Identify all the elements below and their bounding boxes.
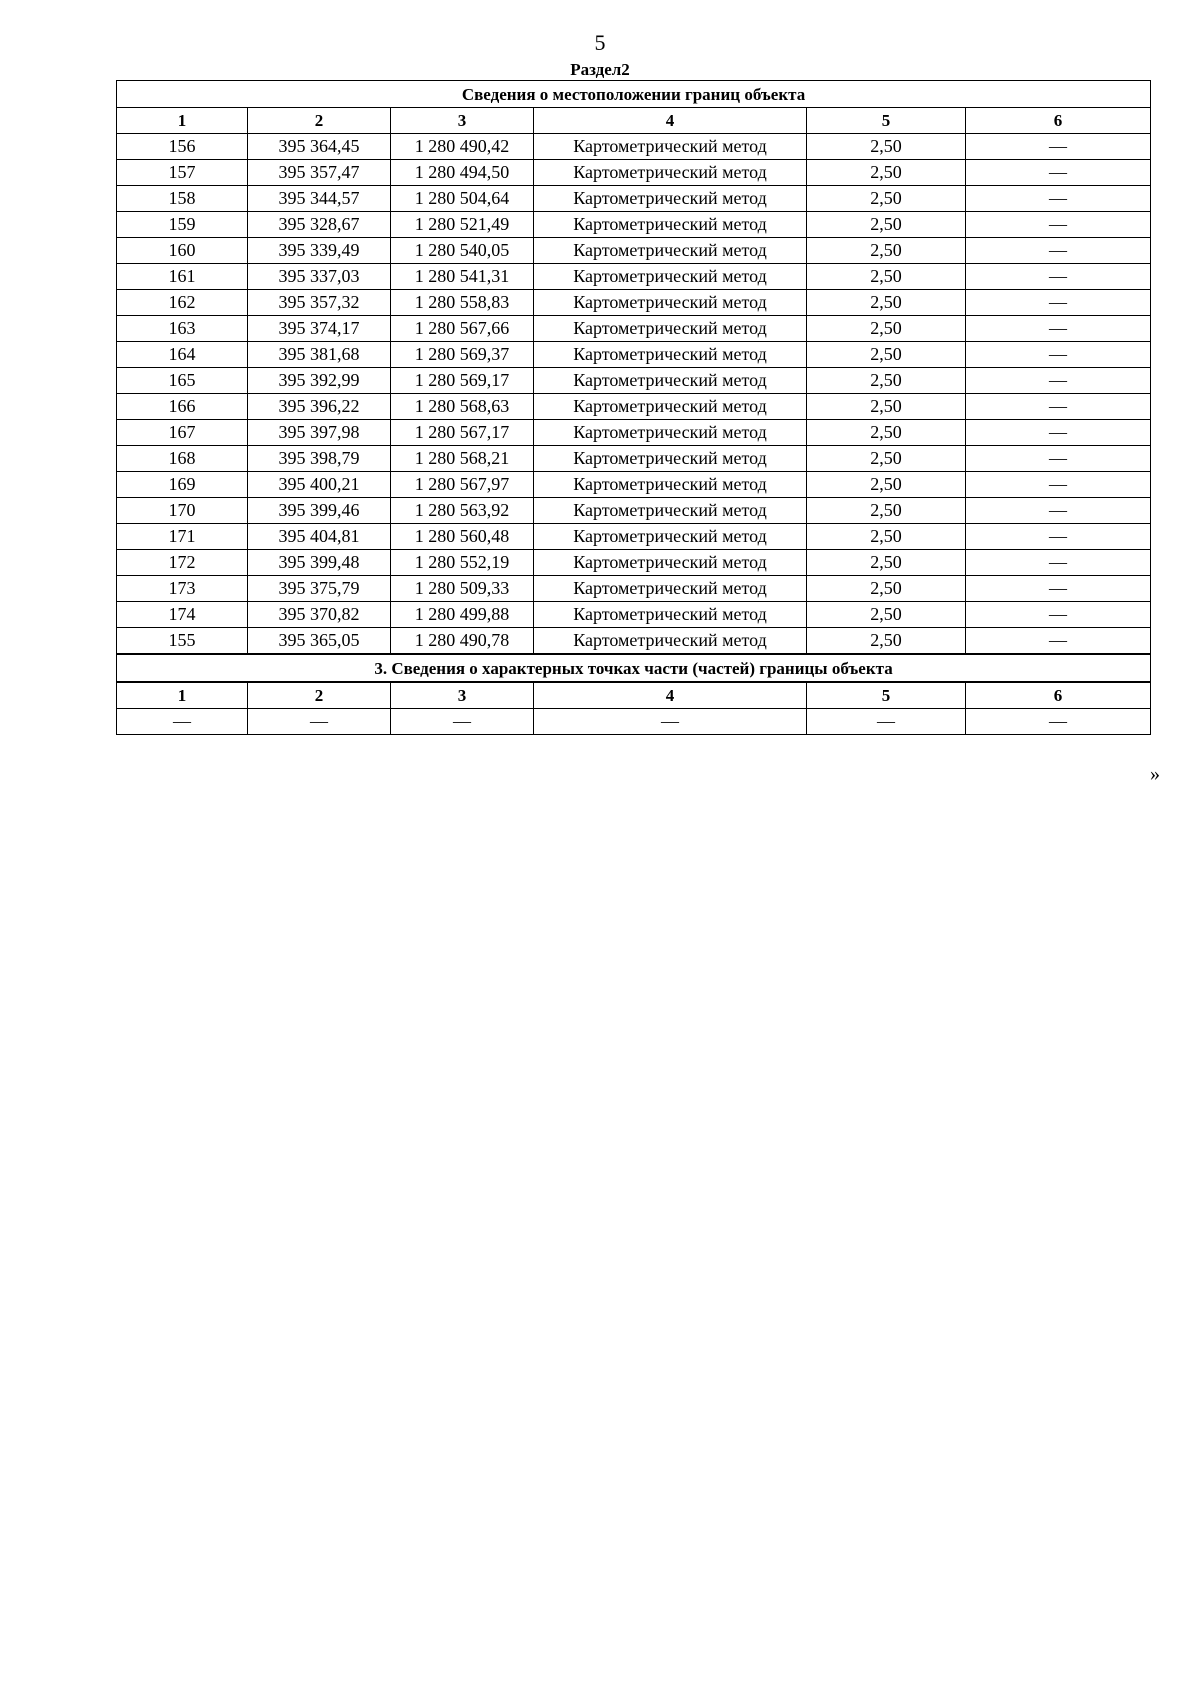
table-cell: —	[966, 342, 1151, 368]
table-cell: 395 357,32	[248, 290, 391, 316]
table-cell: 166	[117, 394, 248, 420]
table-cell: —	[966, 498, 1151, 524]
table-cell: 169	[117, 472, 248, 498]
table-row	[117, 134, 1151, 160]
table-cell: 1 280 558,83	[391, 290, 534, 316]
table-cell: 1 280 567,66	[391, 316, 534, 342]
table-cell: 1 280 563,92	[391, 498, 534, 524]
table-row	[117, 160, 1151, 186]
table-cell: 2,50	[807, 550, 966, 576]
table-cell: 1 280 552,19	[391, 550, 534, 576]
table-cell: 174	[117, 602, 248, 628]
table-row	[117, 316, 1151, 342]
table-cell: 395 399,46	[248, 498, 391, 524]
parts-caption: 3. Сведения о характерных точках части (частей) границы объекта	[117, 654, 1151, 682]
table-cell: 173	[117, 576, 248, 602]
table-cell: 395 375,79	[248, 576, 391, 602]
table-cell: Картометрический метод	[534, 316, 807, 342]
table-row	[117, 290, 1151, 316]
page-number: 5	[594, 30, 606, 55]
table-cell: Картометрический метод	[534, 160, 807, 186]
table-row	[117, 212, 1151, 238]
table-cell: 2,50	[807, 316, 966, 342]
table-cell: 1 280 568,21	[391, 446, 534, 472]
table-cell: —	[966, 134, 1151, 160]
table-cell: —	[966, 394, 1151, 420]
table-cell: —	[966, 160, 1151, 186]
table-cell: 2,50	[807, 420, 966, 446]
table-cell: 163	[117, 316, 248, 342]
table-cell: 160	[117, 238, 248, 264]
table-cell: 395 404,81	[248, 524, 391, 550]
table-cell: Картометрический метод	[534, 446, 807, 472]
table-row	[117, 446, 1151, 472]
table-cell: 170	[117, 498, 248, 524]
table-cell: —	[966, 212, 1151, 238]
table-cell: 1 280 560,48	[391, 524, 534, 550]
table-cell: 395 328,67	[248, 212, 391, 238]
column-header: 6	[966, 682, 1151, 709]
table-cell: 395 337,03	[248, 264, 391, 290]
table-cell: 1 280 494,50	[391, 160, 534, 186]
table-cell: 2,50	[807, 394, 966, 420]
table-cell: 2,50	[807, 524, 966, 550]
table-cell: Картометрический метод	[534, 212, 807, 238]
table-cell: —	[248, 709, 391, 735]
table-cell: 161	[117, 264, 248, 290]
table-cell: —	[966, 238, 1151, 264]
table-cell: 1 280 504,64	[391, 186, 534, 212]
continuation-mark: »	[1150, 763, 1160, 785]
table-cell: —	[117, 709, 248, 735]
table-row	[117, 394, 1151, 420]
table-cell: Картометрический метод	[534, 420, 807, 446]
table-cell: —	[807, 709, 966, 735]
table-cell: 167	[117, 420, 248, 446]
table-cell: 1 280 568,63	[391, 394, 534, 420]
table-cell: Картометрический метод	[534, 186, 807, 212]
table-row	[117, 602, 1151, 628]
column-header-row	[117, 108, 1151, 134]
table-row	[117, 420, 1151, 446]
column-header: 1	[117, 108, 248, 134]
table-cell: 165	[117, 368, 248, 394]
table-row	[117, 576, 1151, 602]
table-cell: 1 280 490,42	[391, 134, 534, 160]
table-cell: 395 392,99	[248, 368, 391, 394]
column-header: 3	[391, 682, 534, 709]
table-cell: 395 399,48	[248, 550, 391, 576]
table-cell: 1 280 499,88	[391, 602, 534, 628]
table-cell: 2,50	[807, 160, 966, 186]
table-cell: 2,50	[807, 498, 966, 524]
table-cell: Картометрический метод	[534, 342, 807, 368]
table-cell: 159	[117, 212, 248, 238]
table-cell: Картометрический метод	[534, 394, 807, 420]
table-cell: 1 280 541,31	[391, 264, 534, 290]
table-cell: 157	[117, 160, 248, 186]
table-cell: 1 280 567,97	[391, 472, 534, 498]
table-cell: —	[966, 550, 1151, 576]
table-cell: —	[966, 290, 1151, 316]
table-cell: 395 397,98	[248, 420, 391, 446]
parts-caption-row	[117, 654, 1151, 682]
table-cell: Картометрический метод	[534, 602, 807, 628]
table-row	[117, 550, 1151, 576]
column-header: 5	[807, 108, 966, 134]
table-cell: Картометрический метод	[534, 264, 807, 290]
table-cell: 1 280 567,17	[391, 420, 534, 446]
column-header: 2	[248, 682, 391, 709]
table-cell: Картометрический метод	[534, 498, 807, 524]
table-row	[117, 524, 1151, 550]
table-row	[117, 498, 1151, 524]
table-cell: 1 280 509,33	[391, 576, 534, 602]
table-cell: 395 344,57	[248, 186, 391, 212]
table-cell: 2,50	[807, 134, 966, 160]
column-header: 4	[534, 108, 807, 134]
table-cell: Картометрический метод	[534, 290, 807, 316]
table-cell: —	[966, 472, 1151, 498]
table-cell: —	[534, 709, 807, 735]
table-cell: 395 365,05	[248, 628, 391, 655]
table-caption-row	[117, 81, 1151, 108]
table-cell: Картометрический метод	[534, 550, 807, 576]
table-cell: 1 280 490,78	[391, 628, 534, 655]
table-cell: 2,50	[807, 602, 966, 628]
table-cell: Картометрический метод	[534, 576, 807, 602]
table-cell: 172	[117, 550, 248, 576]
table-cell: 2,50	[807, 342, 966, 368]
table-row	[117, 264, 1151, 290]
column-header: 3	[391, 108, 534, 134]
table-cell: Картометрический метод	[534, 238, 807, 264]
table-cell: Картометрический метод	[534, 368, 807, 394]
table-cell: —	[966, 420, 1151, 446]
table-cell: —	[966, 524, 1151, 550]
table-cell: 1 280 569,17	[391, 368, 534, 394]
table-cell: 395 370,82	[248, 602, 391, 628]
table-cell: —	[966, 368, 1151, 394]
table-cell: 2,50	[807, 290, 966, 316]
table-cell: Картометрический метод	[534, 628, 807, 655]
table-row	[117, 186, 1151, 212]
table-cell: 164	[117, 342, 248, 368]
column-header: 6	[966, 108, 1151, 134]
boundary-coordinates-table	[116, 80, 1151, 735]
table-row	[117, 342, 1151, 368]
table-row	[117, 238, 1151, 264]
table-cell: Картометрический метод	[534, 524, 807, 550]
table-cell: 395 374,17	[248, 316, 391, 342]
parts-table-row	[117, 709, 1151, 735]
table-cell: 395 400,21	[248, 472, 391, 498]
table-cell: 156	[117, 134, 248, 160]
table-cell: 1 280 540,05	[391, 238, 534, 264]
table-cell: —	[966, 628, 1151, 655]
table-cell: 2,50	[807, 576, 966, 602]
table-cell: —	[966, 446, 1151, 472]
table-cell: —	[966, 316, 1151, 342]
column-header: 1	[117, 682, 248, 709]
table-row	[117, 368, 1151, 394]
table-cell: Картометрический метод	[534, 134, 807, 160]
table-cell: 395 381,68	[248, 342, 391, 368]
parts-column-header-row	[117, 682, 1151, 709]
table-cell: 395 396,22	[248, 394, 391, 420]
table-row	[117, 628, 1151, 655]
table-row	[117, 472, 1151, 498]
table-cell: 395 398,79	[248, 446, 391, 472]
table-cell: 2,50	[807, 212, 966, 238]
table-cell: 2,50	[807, 238, 966, 264]
table-cell: 158	[117, 186, 248, 212]
table-cell: —	[966, 709, 1151, 735]
table-cell: 1 280 521,49	[391, 212, 534, 238]
column-header: 5	[807, 682, 966, 709]
table-cell: —	[966, 576, 1151, 602]
table-cell: 2,50	[807, 446, 966, 472]
table-cell: 1 280 569,37	[391, 342, 534, 368]
table-cell: —	[966, 264, 1151, 290]
table-cell: 162	[117, 290, 248, 316]
table-cell: 171	[117, 524, 248, 550]
table-cell: 395 339,49	[248, 238, 391, 264]
table-cell: 155	[117, 628, 248, 655]
table-cell: 2,50	[807, 186, 966, 212]
table-cell: 2,50	[807, 264, 966, 290]
table-cell: 395 357,47	[248, 160, 391, 186]
column-header: 4	[534, 682, 807, 709]
table-cell: 2,50	[807, 472, 966, 498]
table-cell: —	[391, 709, 534, 735]
table-cell: 395 364,45	[248, 134, 391, 160]
section-title: Раздел2	[570, 60, 630, 79]
table-cell: 2,50	[807, 628, 966, 655]
table-caption: Сведения о местоположении границ объекта	[117, 81, 1151, 108]
table-cell: 168	[117, 446, 248, 472]
column-header: 2	[248, 108, 391, 134]
table-cell: Картометрический метод	[534, 472, 807, 498]
table-cell: 2,50	[807, 368, 966, 394]
table-cell: —	[966, 602, 1151, 628]
table-cell: —	[966, 186, 1151, 212]
table-body	[117, 81, 1151, 735]
